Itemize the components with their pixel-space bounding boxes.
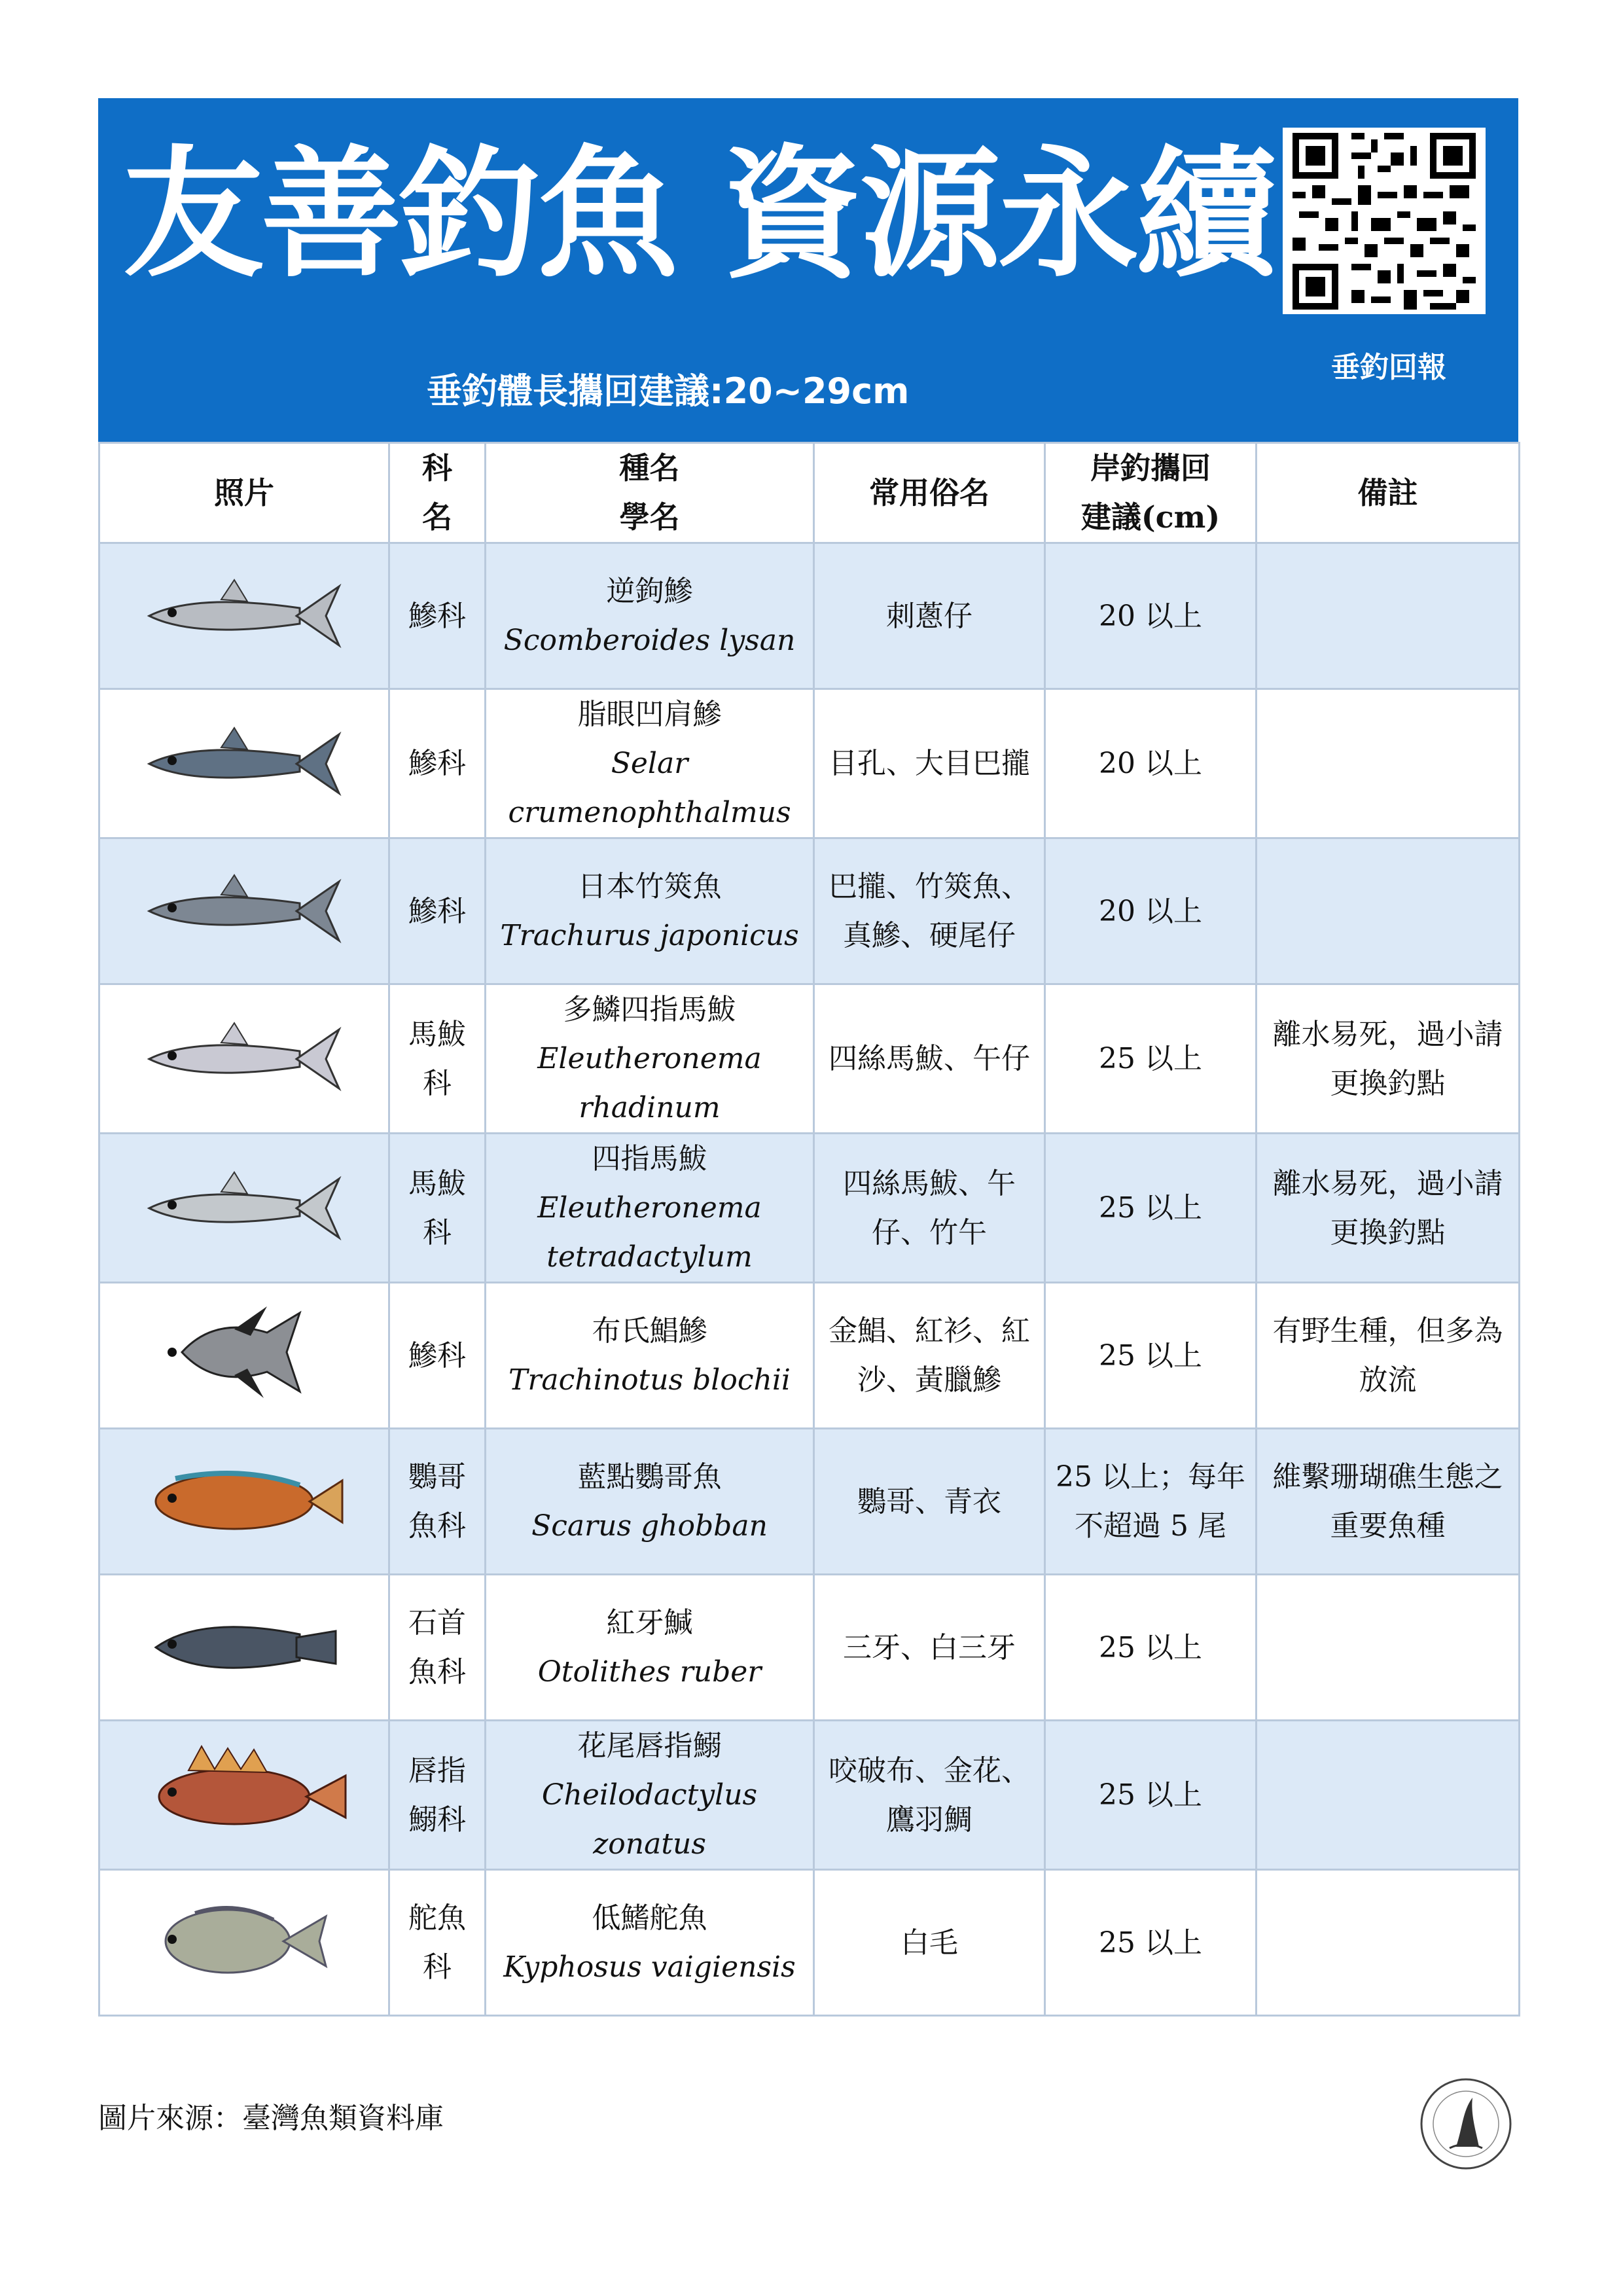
size-cell: 25 以上 — [1045, 984, 1257, 1134]
fish-photo — [99, 1721, 389, 1870]
size-cell: 25 以上 — [1045, 1575, 1257, 1721]
note-cell: 離水易死，過小請更換釣點 — [1257, 1134, 1520, 1283]
common-name: 日本竹筴魚 — [577, 870, 722, 903]
size-cell: 25 以上 — [1045, 1721, 1257, 1870]
nickname-cell: 四絲馬鮁、午仔、竹午 — [814, 1134, 1045, 1283]
scientific-name: Cheilodactylus zonatus — [541, 1778, 758, 1861]
table-row — [99, 1870, 1520, 2016]
family-cell: 馬鮁科 — [389, 984, 486, 1134]
scientific-name: Eleutheronema tetradactylum — [537, 1191, 762, 1274]
note-cell — [1257, 543, 1520, 689]
fish-photo — [99, 689, 389, 838]
size-cell: 20 以上 — [1045, 838, 1257, 984]
fish-photo — [99, 1283, 389, 1429]
nickname-cell: 巴攏、竹筴魚、真鰺、硬尾仔 — [814, 838, 1045, 984]
family-cell: 鰺科 — [389, 838, 486, 984]
note-cell — [1257, 689, 1520, 838]
fish-icon — [133, 1156, 355, 1261]
scientific-name: Trachurus japonicus — [500, 919, 799, 952]
table-header-row — [99, 443, 1520, 543]
common-name: 脂眼凹肩鰺 — [577, 698, 722, 731]
image-source-credit: 圖片來源：臺灣魚類資料庫 — [98, 2102, 444, 2135]
species-cell — [486, 1870, 814, 2016]
fish-photo — [99, 1870, 389, 2016]
common-name: 布氏鯧鰺 — [592, 1314, 707, 1348]
nickname-cell: 鸚哥、青衣 — [814, 1429, 1045, 1575]
note-cell — [1257, 1575, 1520, 1721]
header-photo: 照片 — [99, 443, 389, 543]
family-cell: 石首魚科 — [389, 1575, 486, 1721]
scientific-name: Scomberoides lysan — [503, 624, 796, 657]
size-cell: 25 以上 — [1045, 1870, 1257, 2016]
scientific-name: Scarus ghobban — [531, 1509, 768, 1543]
family-cell: 馬鮁科 — [389, 1134, 486, 1283]
size-cell: 25 以上；每年不超過 5 尾 — [1045, 1429, 1257, 1575]
banner-subtitle: 垂釣體長攜回建議:20~29cm — [427, 370, 910, 412]
scientific-name: Kyphosus vaigiensis — [503, 1950, 796, 1984]
header-banner — [98, 98, 1518, 442]
size-cell: 20 以上 — [1045, 689, 1257, 838]
species-cell — [486, 984, 814, 1134]
family-cell: 唇指鰯科 — [389, 1721, 486, 1870]
species-cell — [486, 838, 814, 984]
common-name: 四指馬鮁 — [592, 1142, 707, 1175]
seal-icon — [1417, 2075, 1515, 2173]
scientific-name: Selar crumenophthalmus — [508, 747, 791, 829]
fish-table — [98, 442, 1520, 2017]
nickname-cell: 目孔、大目巴攏 — [814, 689, 1045, 838]
scientific-name: Otolithes ruber — [537, 1655, 762, 1689]
fish-photo — [99, 1429, 389, 1575]
pompano-icon — [133, 1303, 355, 1408]
fish-icon — [133, 1007, 355, 1111]
size-cell: 20 以上 — [1045, 543, 1257, 689]
common-name: 多鱗四指馬鮁 — [563, 993, 736, 1026]
scientific-name: Trachinotus blochii — [508, 1363, 791, 1397]
fish-icon — [133, 564, 355, 668]
common-name: 逆鉤鰺 — [606, 575, 693, 608]
note-cell: 維繫珊瑚礁生態之重要魚種 — [1257, 1429, 1520, 1575]
fish-icon — [133, 711, 355, 816]
qr-report-label: 垂釣回報 — [1331, 351, 1446, 384]
note-cell — [1257, 1870, 1520, 2016]
note-cell: 有野生種，但多為放流 — [1257, 1283, 1520, 1429]
parrotfish-icon — [133, 1449, 355, 1554]
nickname-cell: 刺蔥仔 — [814, 543, 1045, 689]
fish-photo — [99, 1134, 389, 1283]
page-title: 友善釣魚 資源永續 — [123, 132, 1274, 296]
table-row — [99, 1575, 1520, 1721]
species-cell — [486, 1429, 814, 1575]
common-name: 紅牙鰔 — [606, 1606, 693, 1640]
species-cell — [486, 1134, 814, 1283]
note-cell — [1257, 1721, 1520, 1870]
qr-code[interactable] — [1283, 128, 1486, 314]
species-cell — [486, 1575, 814, 1721]
nickname-cell: 三牙、白三牙 — [814, 1575, 1045, 1721]
size-cell: 25 以上 — [1045, 1134, 1257, 1283]
header-species: 種名 學名 — [486, 443, 814, 543]
croaker-icon — [133, 1595, 355, 1700]
species-cell — [486, 689, 814, 838]
size-cell: 25 以上 — [1045, 1283, 1257, 1429]
species-cell — [486, 1283, 814, 1429]
family-cell: 鰺科 — [389, 543, 486, 689]
nickname-cell: 金鯧、紅衫、紅沙、黃臘鰺 — [814, 1283, 1045, 1429]
common-name: 低鰭舵魚 — [592, 1901, 707, 1935]
table-row — [99, 689, 1520, 838]
morwong-icon — [133, 1743, 355, 1848]
note-cell — [1257, 838, 1520, 984]
table-row — [99, 1721, 1520, 1870]
family-cell: 鸚哥魚科 — [389, 1429, 486, 1575]
family-cell: 鰺科 — [389, 689, 486, 838]
nickname-cell: 四絲馬鮁、午仔 — [814, 984, 1045, 1134]
table-row — [99, 543, 1520, 689]
scientific-name: Eleutheronema rhadinum — [537, 1042, 762, 1124]
fish-photo — [99, 984, 389, 1134]
table-row — [99, 1283, 1520, 1429]
table-row — [99, 1134, 1520, 1283]
nickname-cell: 咬破布、金花、鷹羽鯛 — [814, 1721, 1045, 1870]
family-cell: 鰺科 — [389, 1283, 486, 1429]
common-name: 藍點鸚哥魚 — [577, 1460, 722, 1494]
table-row — [99, 1429, 1520, 1575]
species-cell — [486, 1721, 814, 1870]
header-nickname: 常用俗名 — [814, 443, 1045, 543]
nickname-cell: 白毛 — [814, 1870, 1045, 2016]
fish-photo — [99, 838, 389, 984]
note-cell: 離水易死，過小請更換釣點 — [1257, 984, 1520, 1134]
header-note: 備註 — [1257, 443, 1520, 543]
common-name: 花尾唇指鰯 — [577, 1729, 722, 1763]
chub-icon — [133, 1890, 355, 1995]
qr-code-icon — [1293, 133, 1476, 310]
table-row — [99, 838, 1520, 984]
fish-photo — [99, 543, 389, 689]
header-family: 科 名 — [389, 443, 486, 543]
family-cell: 舵魚科 — [389, 1870, 486, 2016]
agency-seal — [1417, 2075, 1515, 2176]
fish-icon — [133, 859, 355, 963]
poster — [98, 98, 1518, 2017]
species-cell — [486, 543, 814, 689]
header-size: 岸釣攜回 建議(cm) — [1045, 443, 1257, 543]
table-row — [99, 984, 1520, 1134]
fish-photo — [99, 1575, 389, 1721]
